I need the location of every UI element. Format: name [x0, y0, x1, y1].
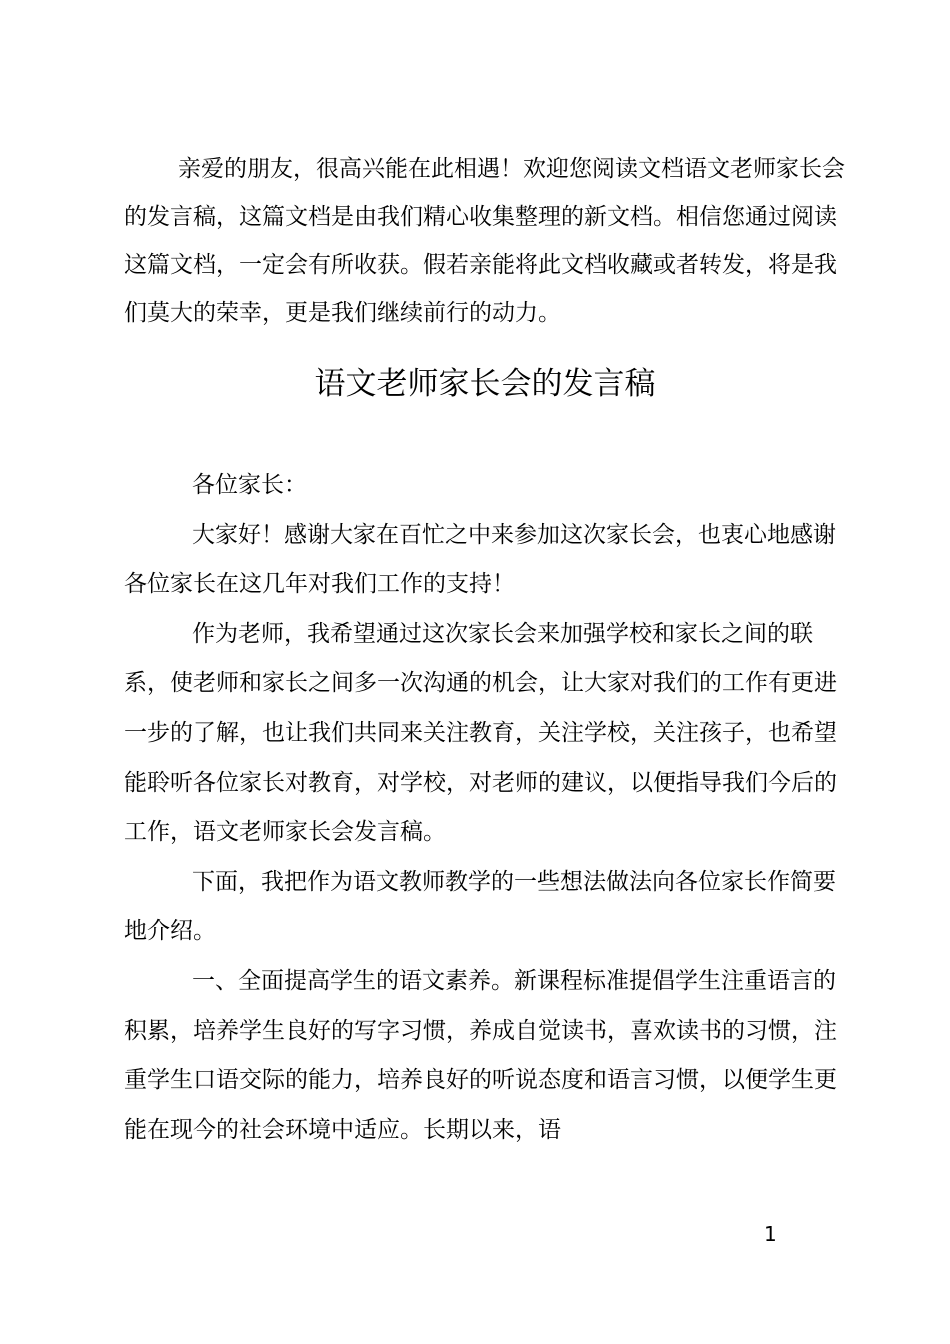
body-paragraph: 大家好！感谢大家在百忙之中来参加这次家长会，也衷心地感谢各位家长在这几年对我们工作的支持！ — [124, 521, 836, 598]
salutation: 各位家长： — [192, 472, 307, 498]
body-paragraph: 作为老师，我希望通过这次家长会来加强学校和家长之间的联系，使老师和家长之间多一次沟通的机会，让大家对我们的工作有更进一步的了解，也让我们共同来关注教育，关注学校，关注孩子，也希望能聆听各位家长对教育，对学校，对老师的建议，以便指导我们今后的工作，语文老师家长会发言稿。 — [124, 620, 837, 846]
body-paragraph: 一、全面提高学生的语文素养。新课程标准提倡学生注重语言的积累，培养学生良好的写字习惯，养成自觉读书，喜欢读书的习惯，注重学生口语交际的能力，培养良好的听说态度和语言习惯，以便学生更能在现今的社会环境中适应。长期以来，语 — [124, 967, 837, 1143]
page-number: 1 — [764, 1222, 777, 1246]
body-paragraph: 下面，我把作为语文教师教学的一些想法做法向各位家长作简要地介绍。 — [124, 868, 836, 945]
intro-paragraph: 亲爱的朋友，很高兴能在此相遇！欢迎您阅读文档语文老师家长会的发言稿，这篇文档是由我们精心收集整理的新文档。相信您通过阅读这篇文档，一定会有所收获。假若亲能将此文档收藏或者转发，将是我们莫大的荣幸，更是我们继续前行的动力。 — [124, 156, 845, 326]
document-body — [124, 461, 839, 1155]
document-title: 语文老师家长会的发言稿 — [314, 366, 656, 402]
